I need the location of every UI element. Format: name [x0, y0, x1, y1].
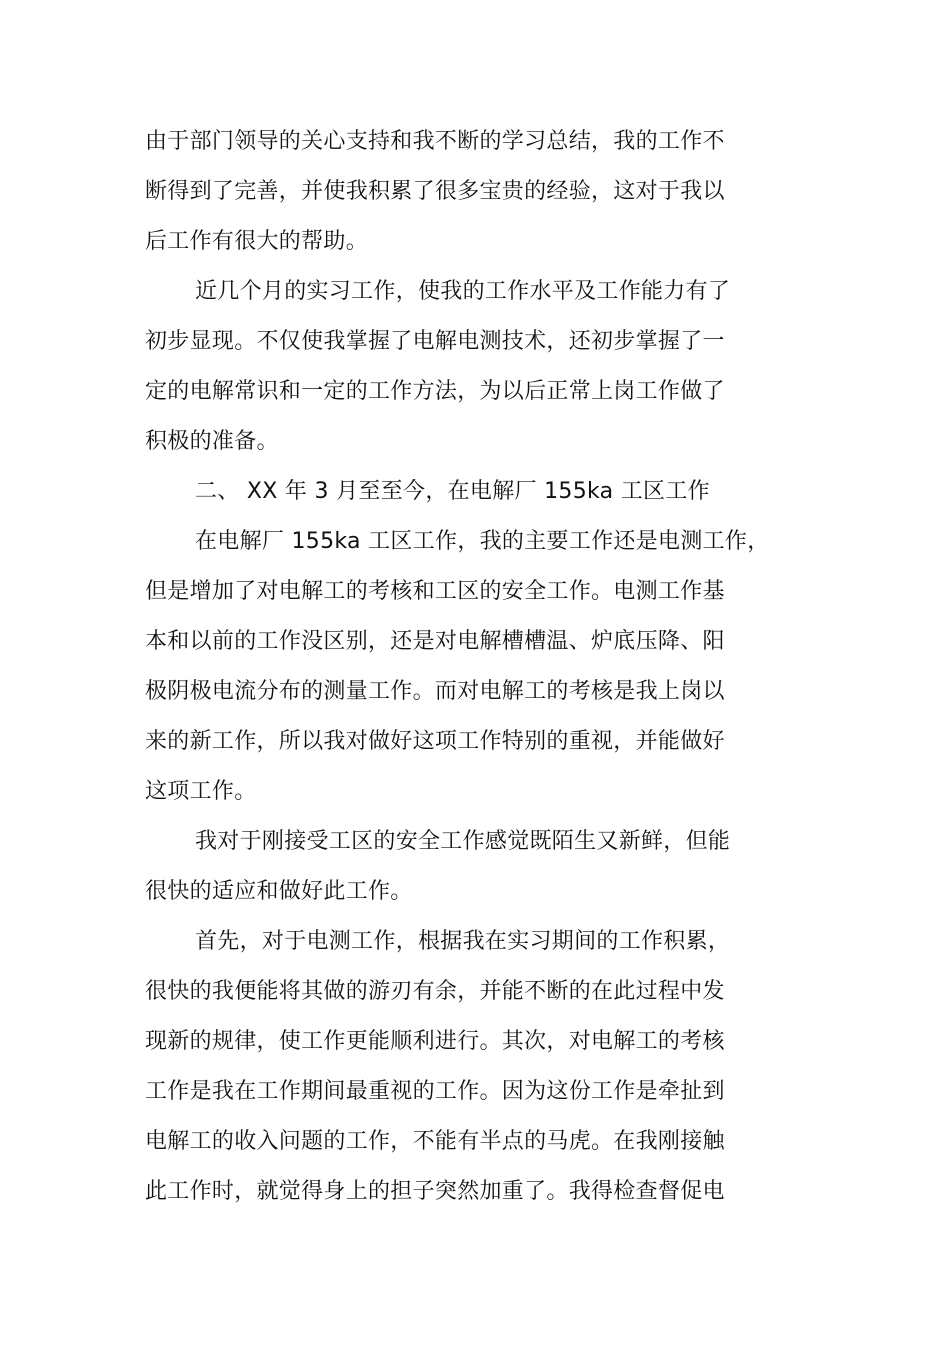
text-line: 本和以前的工作没区别，还是对电解槽槽温、炉底压降、阳: [145, 629, 725, 654]
text-line: 工作是我在工作期间最重视的工作。因为这份工作是牵扯到: [145, 1079, 725, 1104]
text-line: 极阴极电流分布的测量工作。而对电解工的考核是我上岗以: [145, 679, 725, 704]
text-line: 现新的规律，使工作更能顺利进行。其次，对电解工的考核: [145, 1029, 725, 1054]
text-line: 断得到了完善，并使我积累了很多宝贵的经验，这对于我以: [145, 179, 725, 204]
text-line: 在电解厂 155ka 工区工作，我的主要工作还是电测工作，: [195, 529, 770, 554]
text-line: 近几个月的实习工作，使我的工作水平及工作能力有了: [195, 279, 731, 304]
text-line: 由于部门领导的关心支持和我不断的学习总结，我的工作不: [145, 129, 725, 154]
text-line: 但是增加了对电解工的考核和工区的安全工作。电测工作基: [145, 579, 725, 604]
text-line: 来的新工作，所以我对做好这项工作特别的重视，并能做好: [145, 729, 725, 754]
text-line: 积极的准备。: [145, 429, 279, 454]
text-line: 初步显现。不仅使我掌握了电解电测技术，还初步掌握了一: [145, 329, 725, 354]
text-line: 我对于刚接受工区的安全工作感觉既陌生又新鲜，但能: [195, 829, 731, 854]
section-heading: 二、 XX 年 3 月至至今，在电解厂 155ka 工区工作: [195, 479, 710, 504]
text-line: 电解工的收入问题的工作，不能有半点的马虎。在我刚接触: [145, 1129, 725, 1154]
text-line: 很快的我便能将其做的游刃有余，并能不断的在此过程中发: [145, 979, 725, 1004]
text-line: 此工作时，就觉得身上的担子突然加重了。我得检查督促电: [145, 1179, 725, 1204]
text-line: 后工作有很大的帮助。: [145, 229, 369, 254]
text-line: 首先，对于电测工作，根据我在实习期间的工作积累，: [195, 929, 731, 954]
text-line: 很快的适应和做好此工作。: [145, 879, 413, 904]
text-line: 定的电解常识和一定的工作方法，为以后正常上岗工作做了: [145, 379, 725, 404]
text-line: 这项工作。: [145, 779, 257, 804]
